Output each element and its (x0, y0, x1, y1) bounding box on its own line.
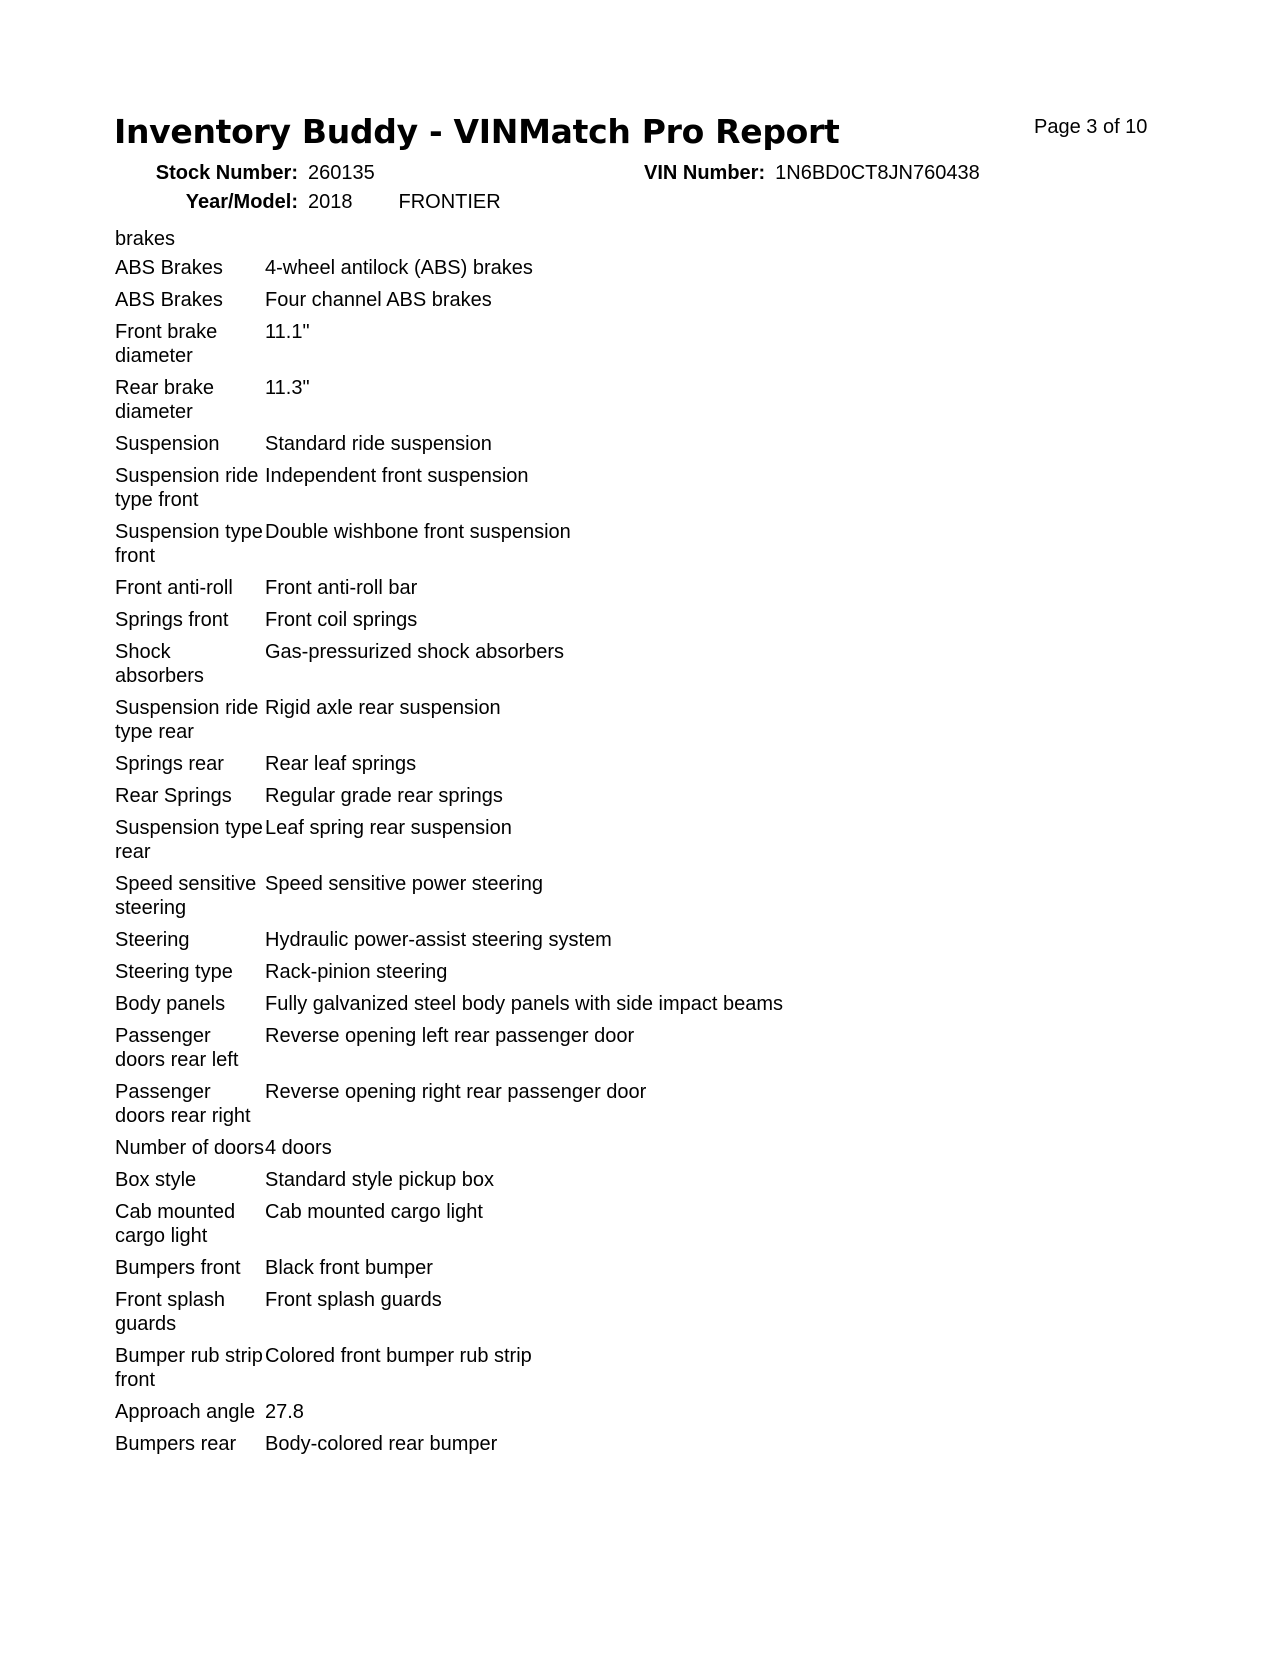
spec-row (115, 640, 783, 696)
spec-value: 11.3" (265, 377, 310, 399)
spec-value: Body-colored rear bumper (265, 1433, 498, 1455)
spec-value: Front anti-roll bar (265, 577, 418, 599)
spec-row (115, 1136, 783, 1168)
spec-key: Front anti-roll (115, 577, 233, 599)
spec-key: Suspension (115, 433, 220, 455)
spec-key: Passenger doors rear right (115, 1081, 251, 1127)
spec-key: Front splash guards (115, 1289, 226, 1335)
spec-key: Springs front (115, 609, 229, 631)
report-title: Inventory Buddy - VINMatch Pro Report (114, 112, 840, 151)
spec-value: Colored front bumper rub strip (265, 1345, 532, 1367)
vin-number-label: VIN Number: (644, 162, 766, 184)
spec-row (115, 376, 783, 432)
spec-row (115, 320, 783, 376)
spec-row (115, 520, 783, 576)
spec-row (115, 1344, 783, 1400)
page-number: Page 3 of 10 (1034, 116, 1148, 138)
spec-value: Reverse opening left rear passenger door (265, 1025, 635, 1047)
spec-row (115, 256, 783, 288)
spec-key: Number of doors (115, 1137, 264, 1159)
spec-key: Front brake diameter (115, 321, 218, 367)
spec-key: Speed sensitive steering (115, 873, 257, 919)
spec-value: Standard ride suspension (265, 433, 492, 455)
spec-value: 27.8 (265, 1401, 304, 1423)
spec-value: Black front bumper (265, 1257, 433, 1279)
spec-row (115, 576, 783, 608)
spec-value: 4 doors (265, 1137, 332, 1159)
spec-row (115, 752, 783, 784)
spec-value: Reverse opening right rear passenger door (265, 1081, 647, 1103)
spec-row (115, 1024, 783, 1080)
spec-value: Front coil springs (265, 609, 418, 631)
spec-value: Cab mounted cargo light (265, 1201, 483, 1223)
spec-value: Standard style pickup box (265, 1169, 495, 1191)
spec-key: Body panels (115, 993, 226, 1015)
spec-row (115, 960, 783, 992)
vin-number-value: 1N6BD0CT8JN760438 (775, 162, 980, 184)
spec-key: Rear Springs (115, 785, 232, 807)
spec-key: Approach angle (115, 1401, 256, 1423)
spec-row (115, 872, 783, 928)
spec-value: Rear leaf springs (265, 753, 417, 775)
spec-value: Four channel ABS brakes (265, 289, 492, 311)
spec-table (115, 256, 783, 1464)
spec-key: ABS Brakes (115, 257, 223, 279)
spec-key: Suspension type front (115, 521, 263, 567)
spec-row (115, 1080, 783, 1136)
year-value: 2018 (308, 191, 353, 213)
spec-row (115, 992, 783, 1024)
spec-table-body (115, 256, 783, 1464)
spec-key: Suspension type rear (115, 817, 263, 863)
spec-key: Steering (115, 929, 190, 951)
spec-value: Rack-pinion steering (265, 961, 448, 983)
spec-value: Hydraulic power-assist steering system (265, 929, 612, 951)
spec-value: Regular grade rear springs (265, 785, 503, 807)
spec-key: Suspension ride type rear (115, 697, 259, 743)
spec-value: Front splash guards (265, 1289, 442, 1311)
spec-row (115, 696, 783, 752)
spec-key: Shock absorbers (115, 641, 204, 687)
vin-number-field (644, 162, 980, 185)
spec-row (115, 1432, 783, 1464)
spec-value: Speed sensitive power steering (265, 873, 543, 895)
spec-key: Bumper rub strip front (115, 1345, 263, 1391)
spec-value: Double wishbone front suspension (265, 521, 571, 543)
model-value: FRONTIER (398, 191, 501, 213)
spec-key: Cab mounted cargo light (115, 1201, 236, 1247)
spec-value: Leaf spring rear suspension (265, 817, 512, 839)
spec-row (115, 816, 783, 872)
spec-row (115, 1168, 783, 1200)
spec-key: Passenger doors rear left (115, 1025, 239, 1071)
spec-key: Springs rear (115, 753, 224, 775)
spec-row (115, 432, 783, 464)
spec-row (115, 288, 783, 320)
spec-key: Box style (115, 1169, 197, 1191)
spec-key: Suspension ride type front (115, 465, 259, 511)
spec-row (115, 1288, 783, 1344)
spec-value: Fully galvanized steel body panels with side impact beams (265, 993, 784, 1015)
year-model-label: Year/Model: (185, 191, 298, 213)
spec-row (115, 1256, 783, 1288)
spec-value: 11.1" (265, 321, 310, 343)
spec-key: ABS Brakes (115, 289, 223, 311)
section-title: brakes (115, 228, 176, 250)
spec-row (115, 464, 783, 520)
spec-row (115, 1400, 783, 1432)
spec-value: Gas-pressurized shock absorbers (265, 641, 565, 663)
year-model-field (114, 191, 501, 214)
spec-row (115, 608, 783, 640)
stock-number-field (114, 162, 375, 185)
spec-value: Rigid axle rear suspension (265, 697, 501, 719)
spec-row (115, 928, 783, 960)
stock-number-label: Stock Number: (155, 162, 298, 184)
spec-key: Bumpers rear (115, 1433, 237, 1455)
stock-number-value: 260135 (308, 162, 375, 184)
spec-row (115, 1200, 783, 1256)
spec-row (115, 784, 783, 816)
spec-key: Rear brake diameter (115, 377, 214, 423)
spec-value: 4-wheel antilock (ABS) brakes (265, 257, 533, 279)
spec-key: Steering type (115, 961, 233, 983)
spec-key: Bumpers front (115, 1257, 241, 1279)
spec-value: Independent front suspension (265, 465, 529, 487)
